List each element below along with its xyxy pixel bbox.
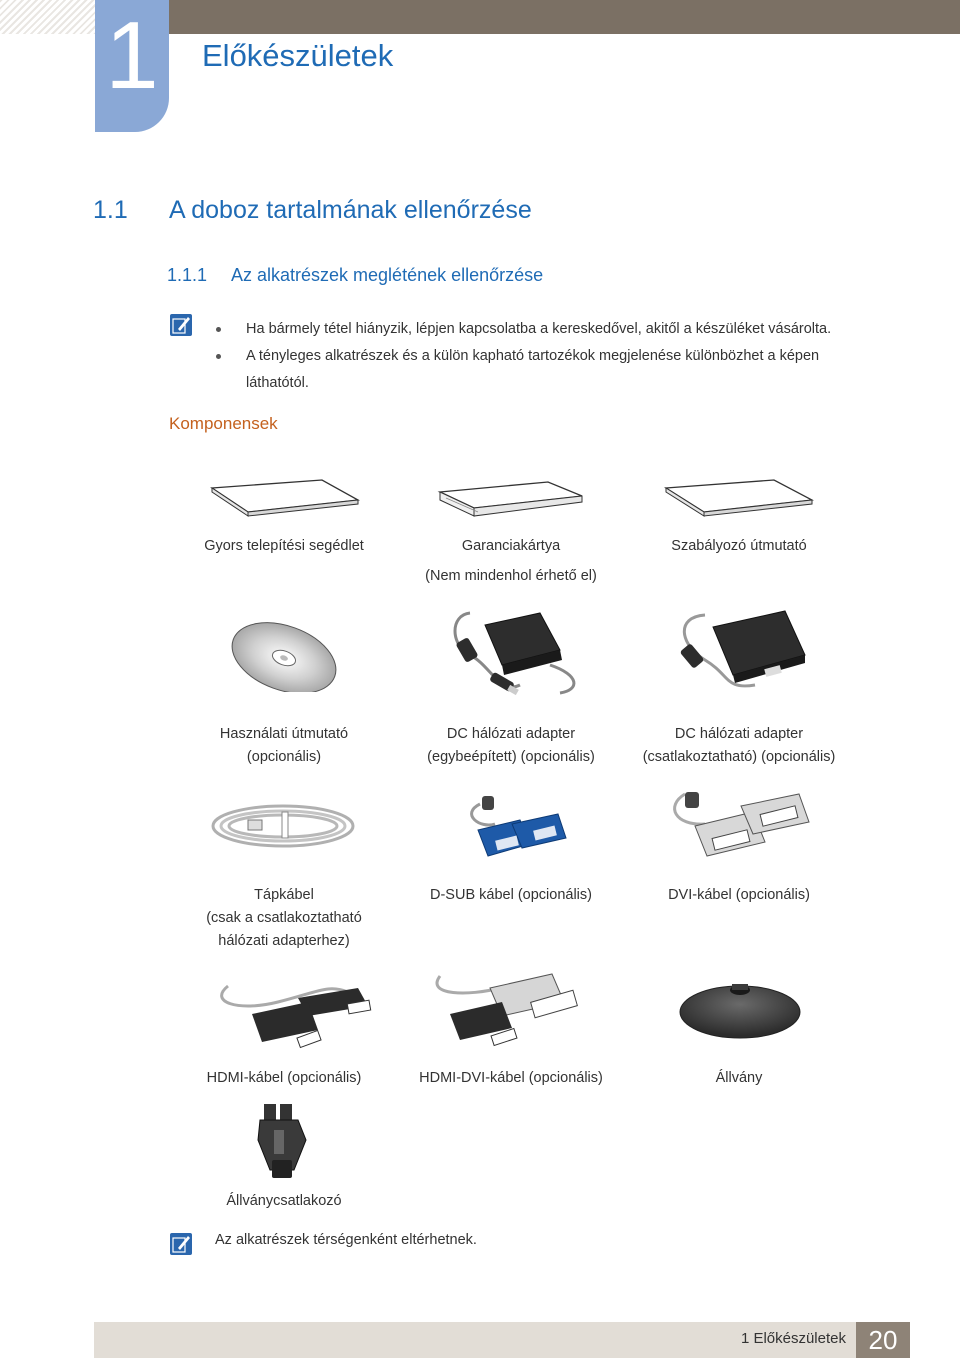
stand-icon (678, 980, 803, 1042)
component-label: Szabályozó útmutató (671, 538, 807, 554)
subsection-number: 1.1.1 (167, 265, 208, 285)
bullet-item: Ha bármely tétel hiányzik, lépjen kapcsolatba a kereskedővel, akitől a készüléket vásárolta. (210, 316, 860, 343)
component-label: Tápkábel (254, 887, 314, 903)
section-number: 1.1 (93, 196, 128, 224)
note-icon (170, 1233, 192, 1255)
booklet-icon (436, 478, 586, 530)
component-note: (egybeépített) (opcionális) (427, 749, 595, 765)
note-icon (170, 314, 192, 336)
component-note: hálózati adapterhez) (218, 933, 350, 949)
footer-bar (94, 1322, 856, 1358)
component-note: (csak a csatlakoztatható (206, 910, 362, 926)
component-label: Állványcsatlakozó (226, 1193, 342, 1209)
chapter-tab (95, 0, 169, 132)
booklet-icon (664, 478, 814, 528)
component-note: (opcionális) (246, 749, 322, 765)
component-label: DC hálózati adapter (446, 726, 576, 742)
cd-icon (228, 620, 340, 692)
top-hatch-decoration (0, 0, 95, 34)
bottom-note: Az alkatrészek térségenként eltérhetnek. (215, 1232, 477, 1248)
connector-icon (430, 966, 610, 1056)
component-label: DC hálózati adapter (674, 726, 804, 742)
connector-icon (665, 786, 815, 866)
component-label: Állvány (715, 1070, 763, 1086)
adapter-icon (665, 605, 810, 700)
page-number: 20 (856, 1322, 910, 1358)
connector-icon (460, 794, 570, 870)
component-label: Gyors telepítési segédlet (204, 538, 364, 554)
bullet-item: A tényleges alkatrészek és a külön kapható tartozékok megjelenése különbözhet a képen (210, 343, 860, 370)
component-label: Használati útmutató (219, 726, 349, 742)
subsection-title (167, 265, 543, 286)
footer-chapter-label: 1 Előkészületek (740, 1330, 846, 1347)
adapter-icon (440, 605, 585, 710)
component-label: DVI-kábel (opcionális) (668, 887, 810, 903)
note-bullets (210, 316, 860, 397)
bullet-continuation: láthatótól. (246, 375, 309, 391)
chapter-number: 1 (105, 2, 159, 109)
component-note: (Nem mindenhol érhető el) (425, 568, 597, 584)
component-note: (csatlakoztatható) (opcionális) (642, 749, 836, 765)
components-heading: Komponensek (169, 414, 278, 433)
component-label: HDMI-kábel (opcionális) (206, 1070, 362, 1086)
cable-icon (208, 972, 378, 1058)
subsection-text: Az alkatrészek meglétének ellenőrzése (231, 265, 544, 285)
stand-connector-icon (256, 1100, 308, 1182)
booklet-icon (210, 478, 360, 528)
component-label: Garanciakártya (461, 538, 561, 554)
section-title (93, 196, 532, 225)
chapter-title: Előkészületek (202, 38, 394, 73)
cable-icon (208, 800, 358, 855)
component-label: HDMI-DVI-kábel (opcionális) (419, 1070, 603, 1086)
section-text: A doboz tartalmának ellenőrzése (169, 196, 532, 224)
component-label: D-SUB kábel (opcionális) (430, 887, 592, 903)
